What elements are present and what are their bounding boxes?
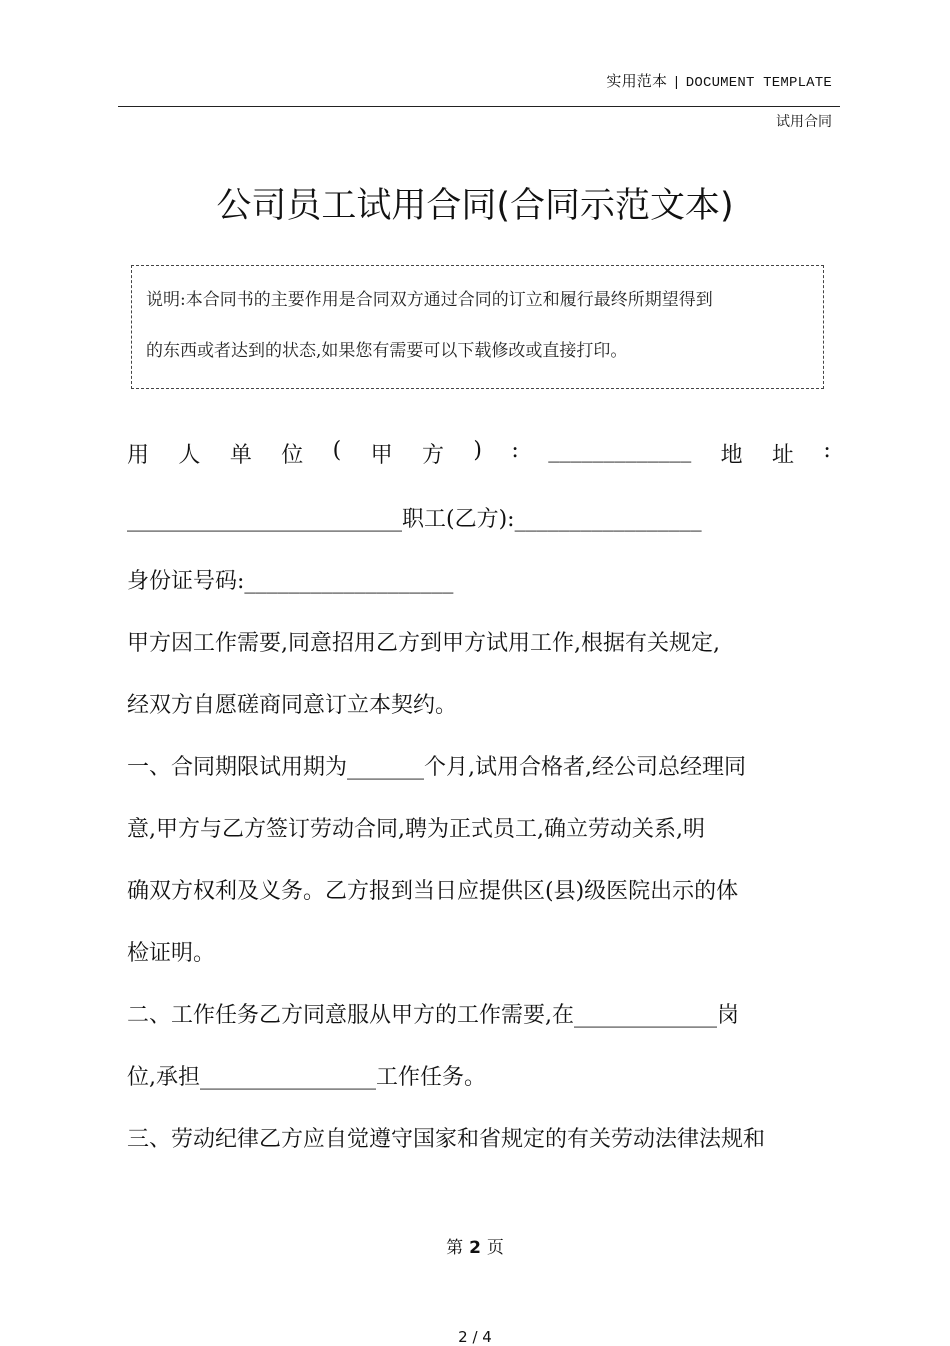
page-count: 2 / 4	[458, 1328, 492, 1346]
party-char: )	[473, 438, 483, 463]
party-blank: _____________	[548, 438, 692, 463]
note-line-2: 的东西或者达到的状态,如果您有需要可以下载修改或直接打印。	[146, 341, 628, 361]
party-line	[127, 438, 831, 469]
party-char: 单	[229, 443, 252, 468]
party-char: 甲	[370, 443, 393, 468]
header-brand-en: DOCUMENT TEMPLATE	[685, 75, 832, 91]
body-line: 确双方权利及义务。乙方报到当日应提供区(县)级医院出示的体	[127, 879, 739, 904]
body-line: 甲方因工作需要,同意招用乙方到甲方试用工作,根据有关规定,	[127, 631, 720, 656]
party-char: 位	[281, 443, 304, 468]
body-line: _________________________职工(乙方):_________________	[127, 507, 702, 532]
header-subtitle: 试用合同	[776, 114, 832, 130]
body-line: 身份证号码:___________________	[127, 569, 454, 594]
party-char: (	[332, 438, 342, 463]
header-separator: |	[672, 75, 681, 91]
party-char: 方	[422, 443, 445, 468]
body-line: 检证明。	[127, 941, 216, 966]
party-char: :	[823, 438, 831, 463]
page-prefix: 第	[446, 1238, 464, 1258]
party-char: 址	[772, 443, 795, 468]
party-char: 地	[720, 443, 743, 468]
page-suffix: 页	[486, 1238, 504, 1258]
party-char: :	[511, 438, 519, 463]
body-line: 位,承担________________工作任务。	[127, 1065, 486, 1090]
body-line: 经双方自愿磋商同意订立本契约。	[127, 693, 458, 718]
header-divider	[118, 106, 840, 107]
body-line: 一、合同期限试用期为_______个月,试用合格者,经公司总经理同	[127, 755, 746, 780]
header-brand-cn: 实用范本	[606, 72, 668, 90]
header-brand	[606, 70, 832, 91]
page-number	[0, 1233, 950, 1258]
note-box	[131, 265, 824, 389]
document-title: 公司员工试用合同(合同示范文本)	[216, 186, 734, 226]
body-line: 意,甲方与乙方签订劳动合同,聘为正式员工,确立劳动关系,明	[127, 817, 705, 842]
body-line: 三、劳动纪律乙方应自觉遵守国家和省规定的有关劳动法律法规和	[127, 1127, 766, 1152]
page-number-value: 2	[469, 1238, 481, 1258]
note-line-1: 说明:本合同书的主要作用是合同双方通过合同的订立和履行最终所期望得到	[146, 290, 713, 310]
party-char: 人	[178, 443, 201, 468]
party-char: 用	[127, 443, 150, 468]
body-line: 二、工作任务乙方同意服从甲方的工作需要,在_____________岗	[127, 1003, 739, 1028]
